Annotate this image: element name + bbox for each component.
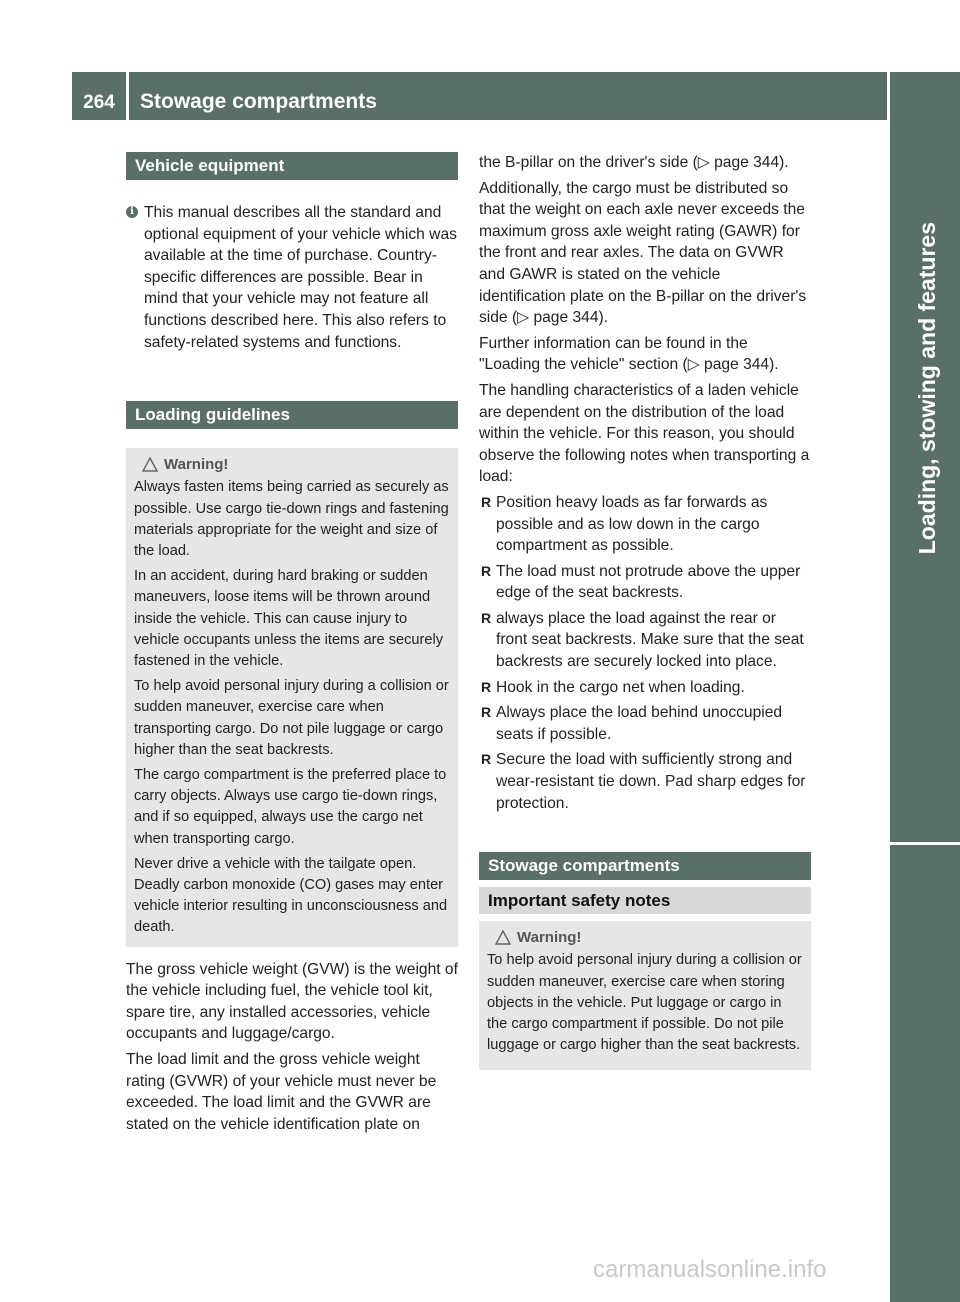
info-text: This manual describes all the standard and optional equipment of your vehicle which was available at the time of purchase. Country-specific differences are possible. Bear in mind that your vehicle may not feature all functions described here. This also refers to safety-related systems and functions. [144, 204, 457, 351]
body-paragraph: The gross vehicle weight (GVW) is the weight of the vehicle including fuel, the vehicle tool kit, spare tire, any installed accessories, vehicle occupants and luggage/cargo. [126, 960, 458, 1043]
info-note [126, 202, 458, 353]
warning-triangle-icon [142, 457, 158, 472]
warning-paragraph: Never drive a vehicle with the tailgate open. Deadly carbon monoxide (CO) gases may enter vehicle interior resulting in unconsciousness and death. [134, 855, 448, 936]
body-paragraph: the B-pillar on the driver's side (▷ page 344). [479, 154, 789, 171]
body-paragraph: Further information can be found in the "Loading the vehicle" section (▷ page 344). [479, 334, 779, 374]
left-column [126, 152, 458, 1139]
warning-box [126, 448, 458, 946]
subsection-title-safety-notes: Important safety notes [479, 887, 811, 914]
bullet-item: R The load must not protrude above the upper edge of the seat backrests. [479, 561, 811, 604]
bullet-item: R Hook in the cargo net when loading. [479, 677, 811, 699]
bullet-item: R always place the load against the rear or front seat backrests. Make sure that the seat backrests are securely locked into place. [479, 608, 811, 673]
bullet-list [479, 492, 811, 814]
warning-title: Warning! [517, 929, 582, 947]
side-tab-block [890, 845, 960, 1302]
warning-box [479, 921, 811, 1070]
warning-triangle-icon [495, 930, 511, 945]
page-header-title: Stowage compartments [129, 72, 887, 120]
bullet-item: R Secure the load with sufficiently strong and wear-resistant tie down. Pad sharp edges for protection. [479, 749, 811, 814]
bullet-item: R Position heavy loads as far forwards as possible and as low down in the cargo compartment as possible. [479, 492, 811, 557]
side-tab [890, 72, 960, 842]
body-paragraph: The load limit and the gross vehicle weight rating (GVWR) of your vehicle must never be exceeded. The load limit and the GVWR are stated on the vehicle identification plate on [126, 1051, 437, 1133]
right-column [479, 152, 811, 1070]
warning-paragraph: The cargo compartment is the preferred place to carry objects. Always use cargo tie-down rings, and if so equipped, always use the cargo net when transporting cargo. [134, 767, 447, 847]
warning-paragraph: To help avoid personal injury during a collision or sudden maneuver, exercise care when transporting cargo. Do not pile luggage or cargo higher than the seat backrests. [134, 678, 449, 758]
info-icon: i [126, 206, 138, 218]
bullet-item: R Always place the load behind unoccupied seats if possible. [479, 702, 811, 745]
section-title-stowage-compartments: Stowage compartments [479, 852, 811, 880]
section-title-vehicle-equipment: Vehicle equipment [126, 152, 458, 180]
page-number: 264 [72, 72, 126, 120]
side-tab-label: Loading, stowing and features [913, 222, 940, 555]
warning-title: Warning! [164, 456, 229, 474]
body-paragraph: Additionally, the cargo must be distributed so that the weight on each axle never exceeds the maximum gross axle weight rating (GAWR) for the front and rear axles. The data on GVWR and GAWR is stated on the vehicle identification plate on the B-pillar on the driver's side (▷ page 344). [479, 179, 807, 327]
watermark: carmanualsonline.info [593, 1256, 827, 1283]
warning-paragraph: In an accident, during hard braking or sudden maneuvers, loose items will be thrown around inside the vehicle. This can cause injury to vehicle occupants unless the items are securely fastened in the vehicle. [134, 568, 444, 669]
warning-paragraph: Always fasten items being carried as securely as possible. Use cargo tie-down rings and fastening materials appropriate for the weight and size of the load. [134, 479, 449, 559]
warning-header [487, 927, 803, 948]
warning-header [134, 454, 450, 475]
warning-paragraph: To help avoid personal injury during a collision or sudden maneuver, exercise care when storing objects in the vehicle. Put luggage or cargo in the cargo compartment if possible. Do not pile luggage or cargo higher than the seat backrests. [487, 952, 802, 1054]
section-title-loading-guidelines: Loading guidelines [126, 401, 458, 429]
body-paragraph: The handling characteristics of a laden vehicle are dependent on the distribution of the load within the vehicle. For this reason, you should observe the following notes when transporting a load: [479, 381, 810, 486]
